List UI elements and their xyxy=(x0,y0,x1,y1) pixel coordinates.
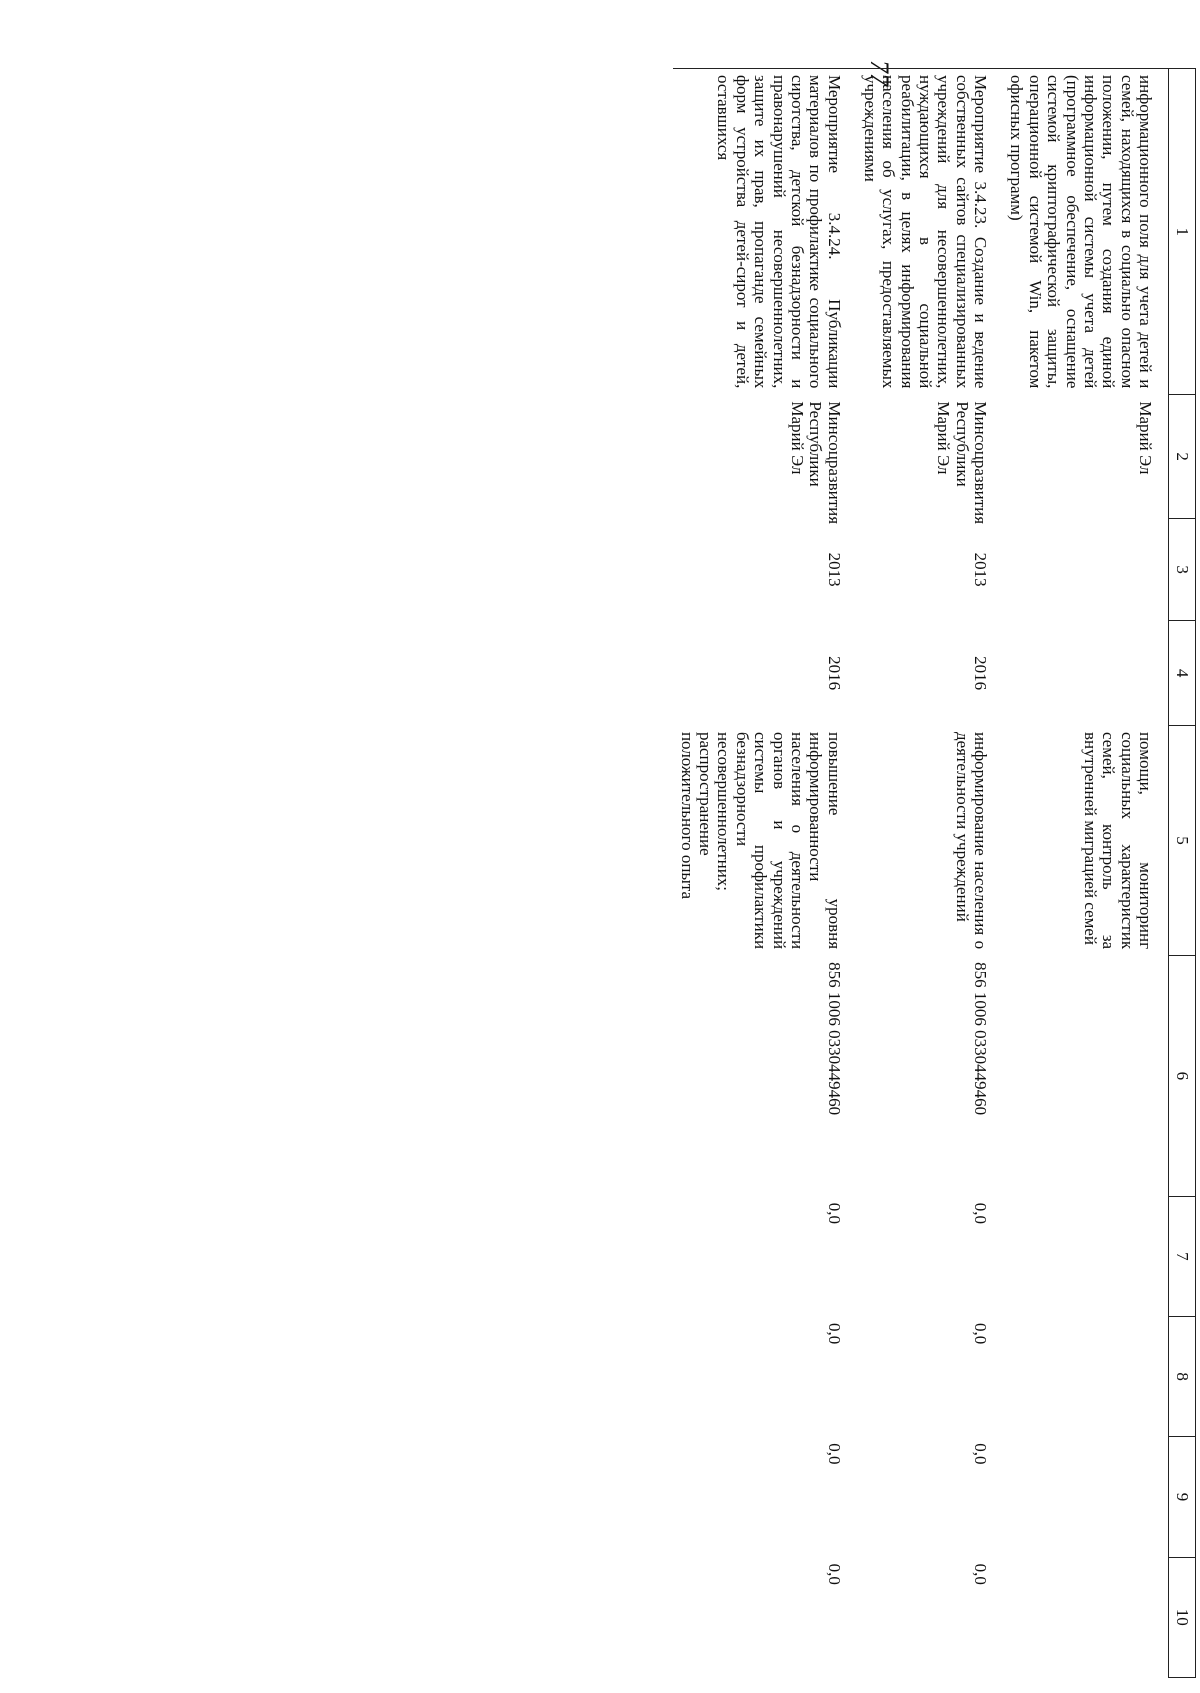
row-2-start-year: 2013 xyxy=(971,552,991,587)
col-header-5: 5 xyxy=(1169,725,1196,955)
row-1-result: помощи, мониторинг социальных характеристик семей, контроль за внутренней миграцией семей xyxy=(1080,731,1155,950)
col-header-10: 10 xyxy=(1169,1557,1196,1677)
col-header-3: 3 xyxy=(1169,518,1196,621)
row-2-value-9: 0,0 xyxy=(971,1443,991,1465)
table-row xyxy=(1003,69,1168,1678)
row-2-value-7: 0,0 xyxy=(971,1202,991,1224)
page-number: 77 xyxy=(865,60,894,86)
row-3-value-10: 0,0 xyxy=(824,1563,844,1585)
row-3-end-year: 2016 xyxy=(824,656,844,691)
row-3-budget-code: 856 1006 0330449460 xyxy=(824,962,844,1116)
row-3-value-9: 0,0 xyxy=(824,1443,844,1465)
col-header-6: 6 xyxy=(1169,956,1196,1197)
row-3-value-7: 0,0 xyxy=(824,1202,844,1224)
row-1-value-10 xyxy=(1003,1557,1168,1677)
header-row xyxy=(1169,69,1196,1678)
row-2-end-year: 2016 xyxy=(971,656,991,691)
row-2-measure: Мероприятие 3.4.23. Создание и ведение собственных сайтов специализированных учреждений для несовершеннолетних, нуждающихся в социальной реабилитации, в целях информирования населения об услугах, предоставляемых учреждениями xyxy=(857,69,1004,395)
row-3-start-year: 2013 xyxy=(824,552,844,587)
row-2-value-10: 0,0 xyxy=(971,1563,991,1585)
row-3-measure: Мероприятие 3.4.24. Публикации материалов по профилактике социального сиротства, детской безнадзорности и правонарушений несовершеннолетних, защите их прав, пропаганде семейных форм устройства детей-сирот и детей, оставшихся xyxy=(673,69,856,395)
row-1-value-8 xyxy=(1003,1317,1168,1437)
col-header-8: 8 xyxy=(1169,1317,1196,1437)
rotated-table-sheet xyxy=(196,68,1196,1678)
row-1-value-9 xyxy=(1003,1437,1168,1557)
row-3-value-8: 0,0 xyxy=(824,1323,844,1345)
row-1-executor: Марий Эл xyxy=(1136,401,1155,475)
row-3-result: повышение уровня информированности населения о деятельности органов и учреждений системы профилактики безнадзорности несовершеннолетних; распространение положительного опыта xyxy=(677,731,844,950)
col-header-7: 7 xyxy=(1169,1196,1196,1316)
table-row xyxy=(673,69,856,1678)
row-2-result: информирование населения о деятельности учреждений xyxy=(952,731,991,950)
row-2-value-8: 0,0 xyxy=(971,1323,991,1345)
row-1-budget-code xyxy=(1003,956,1168,1197)
row-1-start-year xyxy=(1003,518,1168,621)
col-header-2: 2 xyxy=(1169,395,1196,518)
program-table xyxy=(673,68,1196,1678)
col-header-9: 9 xyxy=(1169,1437,1196,1557)
row-3-executor: Минсоцразвития Республики Марий Эл xyxy=(787,401,844,525)
row-1-measure: информационного поля для учета детей и семей, находящихся в социально опасном положении, путем создания единой информационной системы учета детей (программное обеспечение, оснащение системой криптографической защиты, операционной системой Win, пакетом офисных программ) xyxy=(1003,69,1168,395)
col-header-1: 1 xyxy=(1169,69,1196,395)
row-2-executor: Минсоцразвития Республики Марий Эл xyxy=(934,401,991,525)
row-1-value-7 xyxy=(1003,1196,1168,1316)
row-1-end-year xyxy=(1003,621,1168,726)
table-row xyxy=(857,69,1004,1678)
row-2-budget-code: 856 1006 0330449460 xyxy=(971,962,991,1116)
col-header-4: 4 xyxy=(1169,621,1196,726)
